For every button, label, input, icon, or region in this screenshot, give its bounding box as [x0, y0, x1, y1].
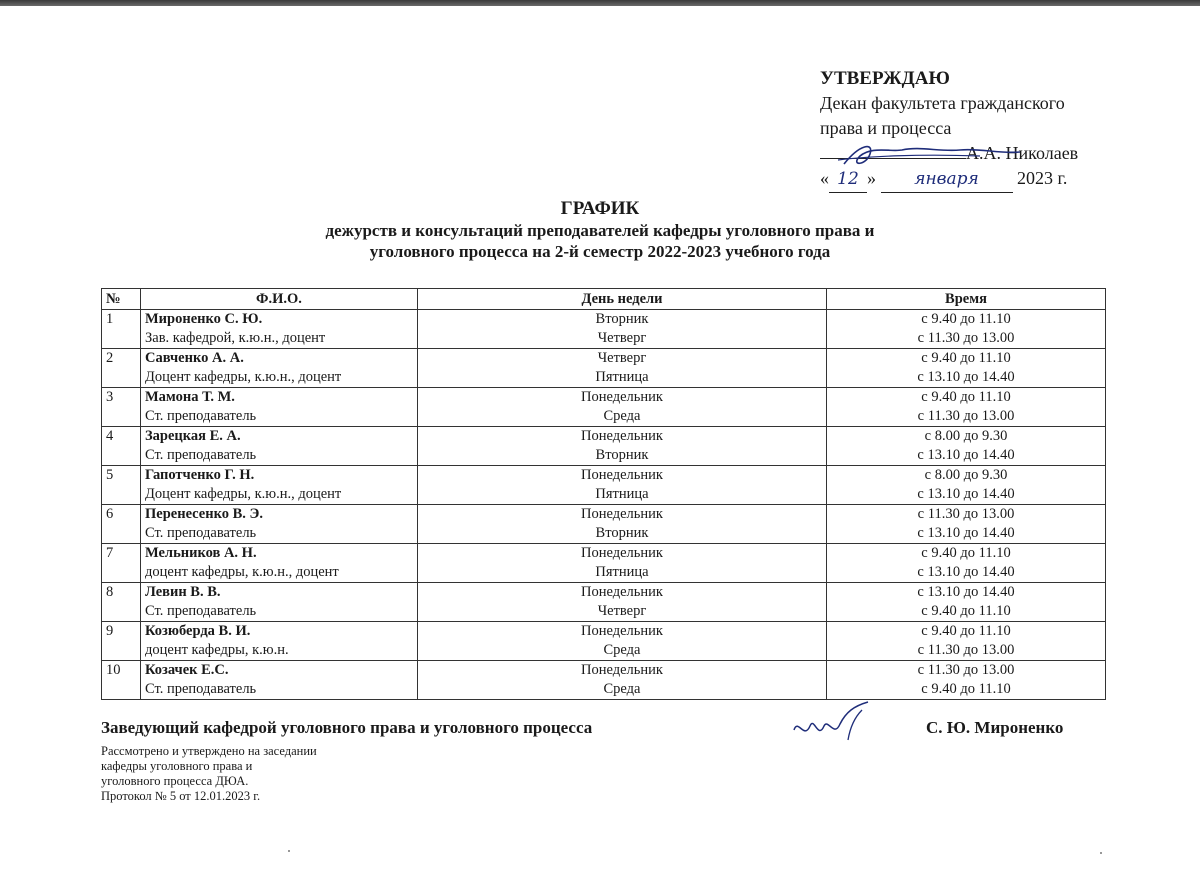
- scan-top-edge: [0, 0, 1200, 6]
- time-first: с 9.40 до 11.10: [921, 623, 1011, 639]
- day-first: Понедельник: [581, 428, 663, 444]
- table-row: [102, 466, 1106, 505]
- person-name: Гапотченко Г. Н.: [145, 467, 255, 483]
- row-person: [141, 622, 418, 661]
- row-number: 3: [102, 388, 141, 427]
- row-times: [827, 310, 1106, 349]
- row-number: 9: [102, 622, 141, 661]
- note-line4: Протокол № 5 от 12.01.2023 г.: [101, 789, 261, 803]
- row-number: 2: [102, 349, 141, 388]
- date-close-quote: »: [867, 168, 876, 188]
- row-person: [141, 310, 418, 349]
- row-days: [418, 544, 827, 583]
- day-second: Среда: [603, 408, 641, 424]
- approval-block: [820, 66, 1190, 193]
- row-person: [141, 427, 418, 466]
- time-second: с 13.10 до 14.40: [917, 525, 1015, 541]
- approval-signature-line: [820, 141, 1190, 166]
- header-number: №: [102, 289, 141, 310]
- day-first: Четверг: [597, 350, 647, 366]
- time-first: с 9.40 до 11.10: [921, 350, 1011, 366]
- row-number: 8: [102, 583, 141, 622]
- row-person: [141, 505, 418, 544]
- row-days: [418, 622, 827, 661]
- date-year: 2023 г.: [1017, 168, 1068, 188]
- person-name: Левин В. В.: [145, 584, 221, 600]
- head-signature: [788, 700, 878, 748]
- day-first: Понедельник: [581, 506, 663, 522]
- row-number: 4: [102, 427, 141, 466]
- day-first: Понедельник: [581, 467, 663, 483]
- person-name: Перенесенко В. Э.: [145, 506, 264, 522]
- day-first: Понедельник: [581, 662, 663, 678]
- row-days: [418, 466, 827, 505]
- row-times: [827, 661, 1106, 700]
- row-days: [418, 661, 827, 700]
- table-row: [102, 310, 1106, 349]
- time-second: с 9.40 до 11.10: [921, 681, 1011, 697]
- day-second: Пятница: [595, 564, 649, 580]
- row-days: [418, 349, 827, 388]
- table-row: [102, 505, 1106, 544]
- scan-speck: [288, 850, 290, 852]
- day-second: Четверг: [597, 603, 647, 619]
- day-second: Вторник: [595, 447, 649, 463]
- head-of-department-name: С. Ю. Мироненко: [926, 718, 1064, 737]
- table-header-row: [102, 289, 1106, 310]
- person-name: Мельников А. Н.: [145, 545, 257, 561]
- approval-position-line1: Декан факультета гражданского: [820, 93, 1065, 113]
- day-first: Понедельник: [581, 545, 663, 561]
- person-position: доцент кафедры, к.ю.н., доцент: [145, 564, 339, 580]
- person-position: Ст. преподаватель: [145, 408, 257, 424]
- time-first: с 9.40 до 11.10: [921, 311, 1011, 327]
- row-number: 5: [102, 466, 141, 505]
- date-day: 12: [829, 167, 867, 193]
- document-title: [0, 198, 1200, 262]
- row-person: [141, 349, 418, 388]
- person-position: Доцент кафедры, к.ю.н., доцент: [145, 369, 342, 385]
- day-second: Вторник: [595, 525, 649, 541]
- approval-note: [101, 744, 317, 804]
- day-first: Понедельник: [581, 623, 663, 639]
- time-second: с 13.10 до 14.40: [917, 486, 1015, 502]
- approval-signer: А.А. Николаев: [966, 143, 1079, 163]
- title-heading: ГРАФИК: [560, 198, 640, 219]
- time-first: с 11.30 до 13.00: [917, 662, 1015, 678]
- time-first: с 8.00 до 9.30: [924, 467, 1008, 483]
- table-row: [102, 349, 1106, 388]
- day-first: Понедельник: [581, 584, 663, 600]
- day-second: Среда: [603, 642, 641, 658]
- row-person: [141, 583, 418, 622]
- time-second: с 13.10 до 14.40: [917, 564, 1015, 580]
- table-row: [102, 583, 1106, 622]
- person-name: Козачек Е.С.: [145, 662, 229, 678]
- day-second: Среда: [603, 681, 641, 697]
- header-time: Время: [827, 289, 1106, 310]
- person-position: Ст. преподаватель: [145, 525, 257, 541]
- row-person: [141, 466, 418, 505]
- day-first: Понедельник: [581, 389, 663, 405]
- day-second: Пятница: [595, 486, 649, 502]
- time-first: с 13.10 до 14.40: [917, 584, 1015, 600]
- time-second: с 11.30 до 13.00: [917, 642, 1015, 658]
- row-person: [141, 544, 418, 583]
- time-first: с 11.30 до 13.00: [917, 506, 1015, 522]
- row-days: [418, 427, 827, 466]
- note-line3: уголовного процесса ДЮА.: [101, 774, 249, 788]
- person-position: Зав. кафедрой, к.ю.н., доцент: [145, 330, 326, 346]
- date-open-quote: «: [820, 168, 829, 188]
- header-weekday: День недели: [418, 289, 827, 310]
- row-times: [827, 427, 1106, 466]
- row-days: [418, 310, 827, 349]
- time-second: с 13.10 до 14.40: [917, 369, 1015, 385]
- time-first: с 9.40 до 11.10: [921, 545, 1011, 561]
- row-days: [418, 583, 827, 622]
- time-first: с 9.40 до 11.10: [921, 389, 1011, 405]
- row-person: [141, 388, 418, 427]
- row-times: [827, 583, 1106, 622]
- row-times: [827, 388, 1106, 427]
- header-name: Ф.И.О.: [141, 289, 418, 310]
- row-days: [418, 505, 827, 544]
- time-second: с 11.30 до 13.00: [917, 408, 1015, 424]
- row-times: [827, 505, 1106, 544]
- table-row: [102, 544, 1106, 583]
- time-second: с 11.30 до 13.00: [917, 330, 1015, 346]
- row-times: [827, 466, 1106, 505]
- approval-date: [820, 166, 1190, 193]
- person-position: Ст. преподаватель: [145, 681, 257, 697]
- head-of-department-title: Заведующий кафедрой уголовного права и уголовного процесса: [101, 718, 593, 737]
- row-times: [827, 622, 1106, 661]
- scan-speck: [1100, 852, 1102, 854]
- note-line1: Рассмотрено и утверждено на заседании: [101, 744, 317, 758]
- day-second: Пятница: [595, 369, 649, 385]
- time-first: с 8.00 до 9.30: [924, 428, 1008, 444]
- table-row: [102, 661, 1106, 700]
- approval-heading: УТВЕРЖДАЮ: [820, 68, 950, 89]
- row-number: 1: [102, 310, 141, 349]
- person-name: Мамона Т. М.: [145, 389, 235, 405]
- title-line1: дежурств и консультаций преподавателей кафедры уголовного права и: [325, 221, 875, 240]
- note-line2: кафедры уголовного права и: [101, 759, 253, 773]
- title-line2: уголовного процесса на 2-й семестр 2022-2023 учебного года: [369, 242, 831, 261]
- person-position: доцент кафедры, к.ю.н.: [145, 642, 289, 658]
- table-row: [102, 427, 1106, 466]
- day-first: Вторник: [595, 311, 649, 327]
- table-row: [102, 622, 1106, 661]
- approval-position-line2: права и процесса: [820, 118, 952, 138]
- time-second: с 13.10 до 14.40: [917, 447, 1015, 463]
- day-second: Четверг: [597, 330, 647, 346]
- signature-underline: [820, 142, 966, 159]
- row-times: [827, 349, 1106, 388]
- person-name: Козюберда В. И.: [145, 623, 251, 639]
- row-number: 7: [102, 544, 141, 583]
- person-name: Зарецкая Е. А.: [145, 428, 241, 444]
- person-position: Ст. преподаватель: [145, 447, 257, 463]
- date-month: января: [881, 167, 1013, 193]
- row-number: 6: [102, 505, 141, 544]
- row-days: [418, 388, 827, 427]
- time-second: с 9.40 до 11.10: [921, 603, 1011, 619]
- person-position: Доцент кафедры, к.ю.н., доцент: [145, 486, 342, 502]
- row-times: [827, 544, 1106, 583]
- schedule-table: [101, 288, 1106, 700]
- person-name: Савченко А. А.: [145, 350, 244, 366]
- person-position: Ст. преподаватель: [145, 603, 257, 619]
- table-row: [102, 388, 1106, 427]
- person-name: Мироненко С. Ю.: [145, 311, 263, 327]
- row-number: 10: [102, 661, 141, 700]
- row-person: [141, 661, 418, 700]
